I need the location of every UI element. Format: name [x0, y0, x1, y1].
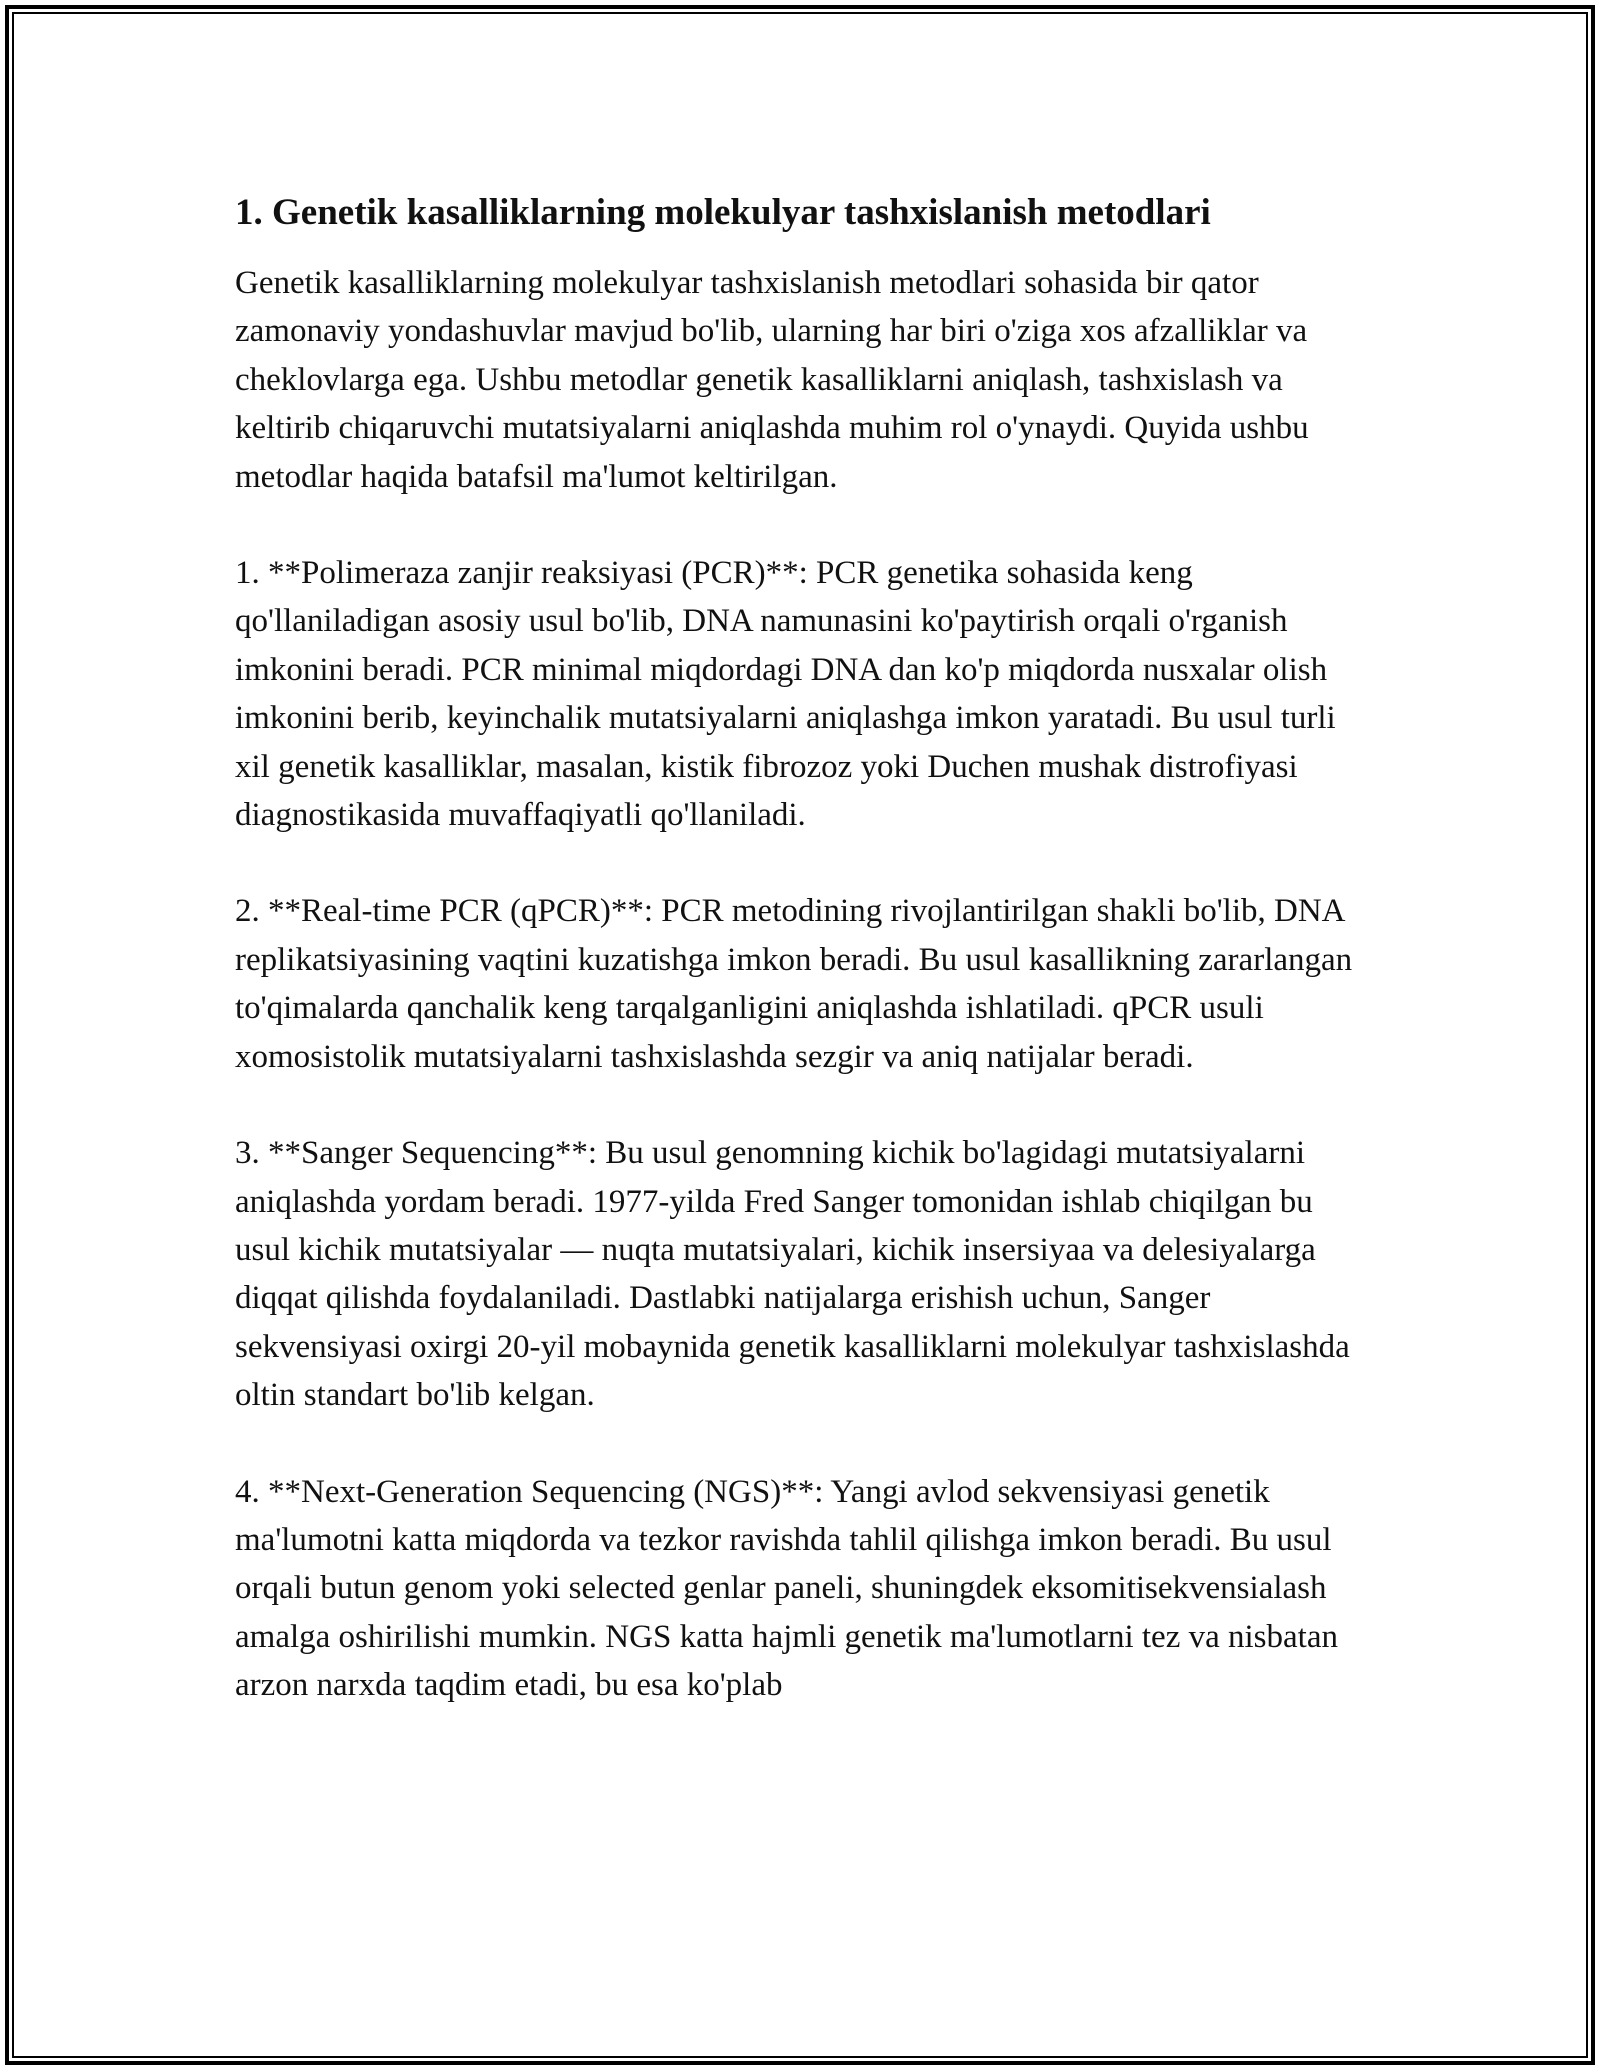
- ngs-paragraph: 4. **Next-Generation Sequencing (NGS)**: Yangi avlod sekvensiyasi genetik ma'lumotni katta miqdorda va tezkor ravishda tahlil qilishga imkon beradi. Bu usul orqali butun genom yoki selected genlar paneli, shuningdek eksomitisekvensialash amalga oshirilishi mumkin. NGS katta hajmli genetik ma'lumotlarni tez va nisbatan arzon narxda taqdim etadi, bu esa ko'plab: [235, 1473, 1338, 1704]
- intro-paragraph: Genetik kasalliklarning molekulyar tashxislanish metodlari sohasida bir qator zamonaviy yondashuvlar mavjud bo'lib, ularning har biri o'ziga xos afzalliklar va cheklovlarga ega. Ushbu metodlar genetik kasalliklarni aniqlash, tashxislash va keltirib chiqaruvchi mutatsiyalarni aniqlashda muhim rol o'ynaydi. Quyida ushbu metodlar haqida batafsil ma'lumot keltirilgan.: [235, 265, 1309, 495]
- qpcr-paragraph: 2. **Real-time PCR (qPCR)**: PCR metodining rivojlantirilgan shakli bo'lib, DNA replikatsiyasining vaqtini kuzatishga imkon beradi. Bu usul kasallikning zararlangan to'qimalarda qanchalik keng tarqalganligini aniqlashda ishlatiladi. qPCR usuli xomosistolik mutatsiyalarni tashxislashda sezgir va aniq natijalar beradi.: [235, 893, 1353, 1075]
- document-body: [235, 185, 1375, 1758]
- pcr-paragraph: 1. **Polimeraza zanjir reaksiyasi (PCR)**: PCR genetika sohasida keng qo'llaniladigan asosiy usul bo'lib, DNA namunasini ko'paytirish orqali o'rganish imkonini beradi. PCR minimal miqdordagi DNA dan ko'p miqdorda nusxalar olish imkonini berib, keyinchalik mutatsiyalarni aniqlashga imkon yaratadi. Bu usul turli xil genetik kasalliklar, masalan, kistik fibrozoz yoki Duchen mushak distrofiyasi diagnostikasida muvaffaqiyatli qo'llaniladi.: [235, 555, 1336, 834]
- sanger-paragraph: 3. **Sanger Sequencing**: Bu usul genomning kichik bo'lagidagi mutatsiyalarni aniqlashda yordam beradi. 1977-yilda Fred Sanger tomonidan ishlab chiqilgan bu usul kichik mutatsiyalar — nuqta mutatsiyalari, kichik insersiyaa va delesiyalarga diqqat qilishda foydalaniladi. Dastlabki natijalarga erishish uchun, Sanger sekvensiyasi oxirgi 20-yil mobaynida genetik kasalliklarni molekulyar tashxislashda oltin standart bo'lib kelgan.: [235, 1135, 1350, 1414]
- section-heading: 1. Genetik kasalliklarning molekulyar tashxislanish metodlari: [235, 192, 1211, 233]
